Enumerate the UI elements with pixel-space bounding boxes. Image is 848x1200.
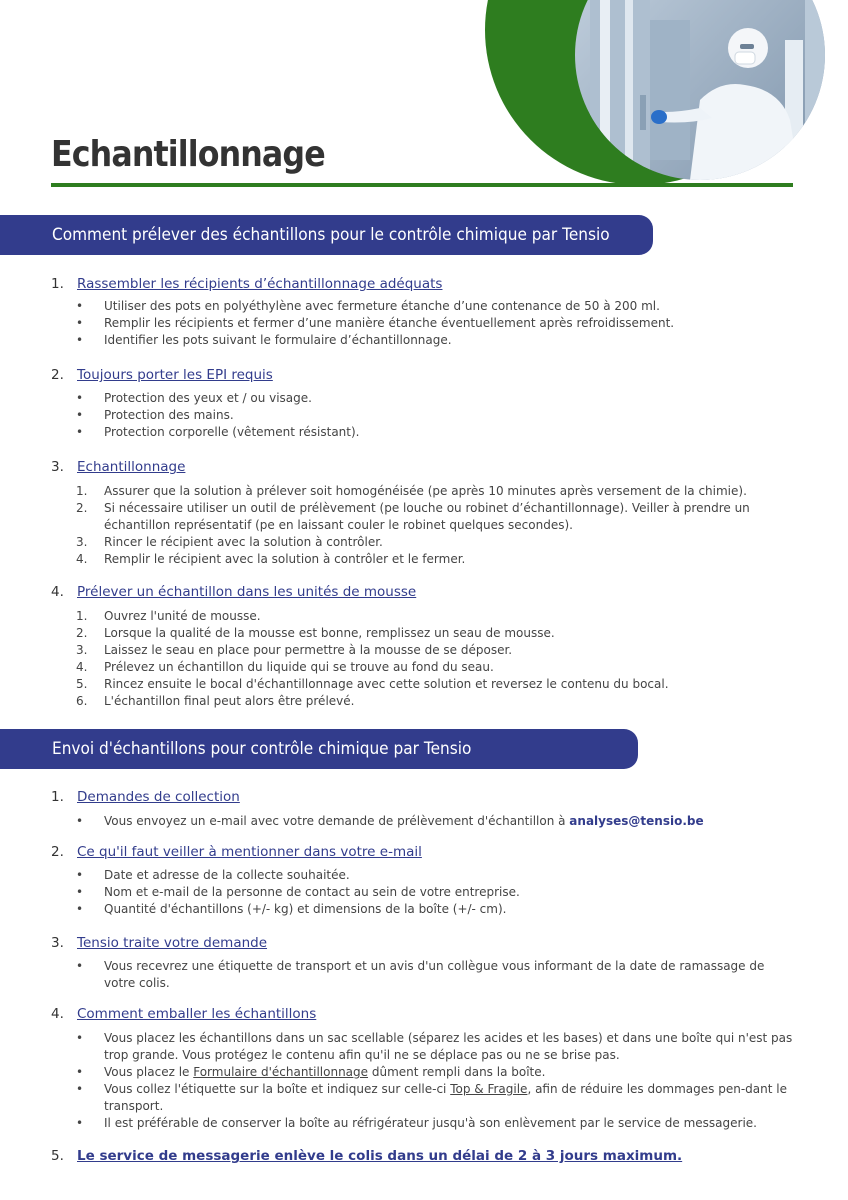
bullet-text: Protection des yeux et / ou visage.: [104, 391, 312, 405]
bullet-text: Il est préférable de conserver la boîte au réfrigérateur jusqu'à son enlèvement par le service de messagerie.: [104, 1116, 757, 1130]
bullet-text: Protection corporelle (vêtement résistant).: [104, 425, 360, 439]
item-number: 2.: [51, 367, 64, 383]
bullet-mark: •: [76, 959, 84, 973]
item-mark: 3.: [76, 535, 88, 549]
item-heading: Prélever un échantillon dans les unités de mousse: [77, 584, 417, 600]
bullet-mark: •: [76, 391, 84, 405]
item-number: 1.: [51, 789, 64, 805]
item-heading: Demandes de collection: [77, 789, 240, 805]
bullet-text: , afin de réduire les dommages pen-dant le transport.: [104, 1082, 787, 1113]
item-heading: Rassembler les récipients d’échantillonnage adéquats: [77, 276, 443, 292]
section-banner-title: Envoi d'échantillons pour contrôle chimique par Tensio: [52, 739, 472, 758]
bullet-text: Vous placez les échantillons dans un sac scellable (séparez les acides et les bases) et dans une boîte qui n'est pas trop grande. Vous protégez le contenu afin qu'il ne se déplace pas ou ne se brise pas.: [104, 1031, 793, 1062]
bullet-mark: •: [76, 1065, 84, 1079]
bullet-text: Remplir les récipients et fermer d’une manière étanche éventuellement après refroidissement.: [104, 316, 675, 330]
bullet-mark: •: [76, 316, 84, 330]
bullet-mark: •: [76, 299, 84, 313]
item-mark: 2.: [76, 501, 88, 515]
item-mark: 4.: [76, 552, 88, 566]
item-number: 3.: [51, 459, 64, 475]
bullet-mark: •: [76, 868, 84, 882]
item-text: L'échantillon final peut alors être prélevé.: [104, 694, 355, 708]
email-link[interactable]: analyses@tensio.be: [569, 814, 704, 828]
bullet-text: Identifier les pots suivant le formulaire d’échantillonnage.: [104, 333, 452, 347]
item-number: 1.: [51, 276, 64, 292]
item-mark: 5.: [76, 677, 88, 691]
form-link[interactable]: Formulaire d'échantillonnage: [193, 1065, 369, 1079]
item-text: Prélevez un échantillon du liquide qui se trouve au fond du seau.: [104, 660, 494, 674]
fragile-link[interactable]: Top & Fragile: [450, 1082, 528, 1096]
bullet-mark: •: [76, 1082, 84, 1096]
bullet-mark: •: [76, 814, 84, 828]
item-number: 3.: [51, 935, 64, 951]
bullet-text: Nom et e-mail de la personne de contact au sein de votre entreprise.: [104, 885, 520, 899]
bullet-mark: •: [76, 1031, 84, 1045]
bullet-text: Date et adresse de la collecte souhaitée.: [104, 868, 350, 882]
item-number: 4.: [51, 1006, 64, 1022]
section-banner-shipping: [0, 729, 638, 769]
item-text: Assurer que la solution à prélever soit homogénéisée (pe après 10 minutes après versement de la chimie).: [104, 484, 747, 498]
bullet-text: Utiliser des pots en polyéthylène avec fermeture étanche d’une contenance de 50 à 200 ml.: [104, 299, 660, 313]
page-title: Echantillonnage: [51, 134, 325, 175]
bullet-text: Vous placez le: [104, 1065, 194, 1079]
item-heading: Toujours porter les EPI requis: [77, 367, 273, 383]
item-mark: 6.: [76, 694, 88, 708]
item-heading: Le service de messagerie enlève le colis dans un délai de 2 à 3 jours maximum.: [77, 1148, 683, 1164]
item-text: Lorsque la qualité de la mousse est bonne, remplissez un seau de mousse.: [104, 626, 555, 640]
item-mark: 2.: [76, 626, 88, 640]
item-text: Rincer le récipient avec la solution à contrôler.: [104, 535, 383, 549]
bullet-mark: •: [76, 885, 84, 899]
bullet-text: Vous collez l'étiquette sur la boîte et indiquez sur celle-ci: [104, 1082, 451, 1096]
bullet-text: Protection des mains.: [104, 408, 234, 422]
item-text: Rincez ensuite le bocal d'échantillonnage avec cette solution et reversez le contenu du bocal.: [104, 677, 669, 691]
item-heading: Echantillonnage: [77, 459, 186, 475]
item-text: Ouvrez l'unité de mousse.: [104, 609, 261, 623]
bullet-mark: •: [76, 902, 84, 916]
title-divider: [51, 183, 793, 187]
bullet-text: Quantité d'échantillons (+/- kg) et dimensions de la boîte (+/- cm).: [104, 902, 507, 916]
item-mark: 4.: [76, 660, 88, 674]
bullet-mark: •: [76, 333, 84, 347]
item-text: Si nécessaire utiliser un outil de prélèvement (pe louche ou robinet d’échantillonnage). Veiller à prendre un échantillon représentatif (pe en laissant couler le robinet quelques secondes).: [104, 501, 750, 532]
bullet-text: Vous envoyez un e-mail avec votre demande de prélèvement d'échantillon à: [104, 814, 570, 828]
item-heading: Comment emballer les échantillons: [77, 1006, 317, 1022]
item-text: Laissez le seau en place pour permettre à la mousse de se déposer.: [104, 643, 513, 657]
bullet-mark: •: [76, 425, 84, 439]
bullet-text: dûment rempli dans la boîte.: [368, 1065, 546, 1079]
item-mark: 1.: [76, 484, 88, 498]
bullet-mark: •: [76, 1116, 84, 1130]
section-banner-sampling: [0, 215, 653, 255]
item-number: 2.: [51, 844, 64, 860]
bullet-text: Vous recevrez une étiquette de transport et un avis d'un collègue vous informant de la date de ramassage de votre colis.: [104, 959, 765, 990]
bullet-mark: •: [76, 408, 84, 422]
section-banner-title: Comment prélever des échantillons pour le contrôle chimique par Tensio: [52, 225, 610, 244]
item-number: 5.: [51, 1148, 64, 1164]
item-heading: Tensio traite votre demande: [77, 935, 268, 951]
item-number: 4.: [51, 584, 64, 600]
item-mark: 1.: [76, 609, 88, 623]
item-mark: 3.: [76, 643, 88, 657]
item-text: Remplir le récipient avec la solution à contrôler et le fermer.: [104, 552, 466, 566]
item-heading: Ce qu'il faut veiller à mentionner dans votre e-mail: [77, 844, 422, 860]
